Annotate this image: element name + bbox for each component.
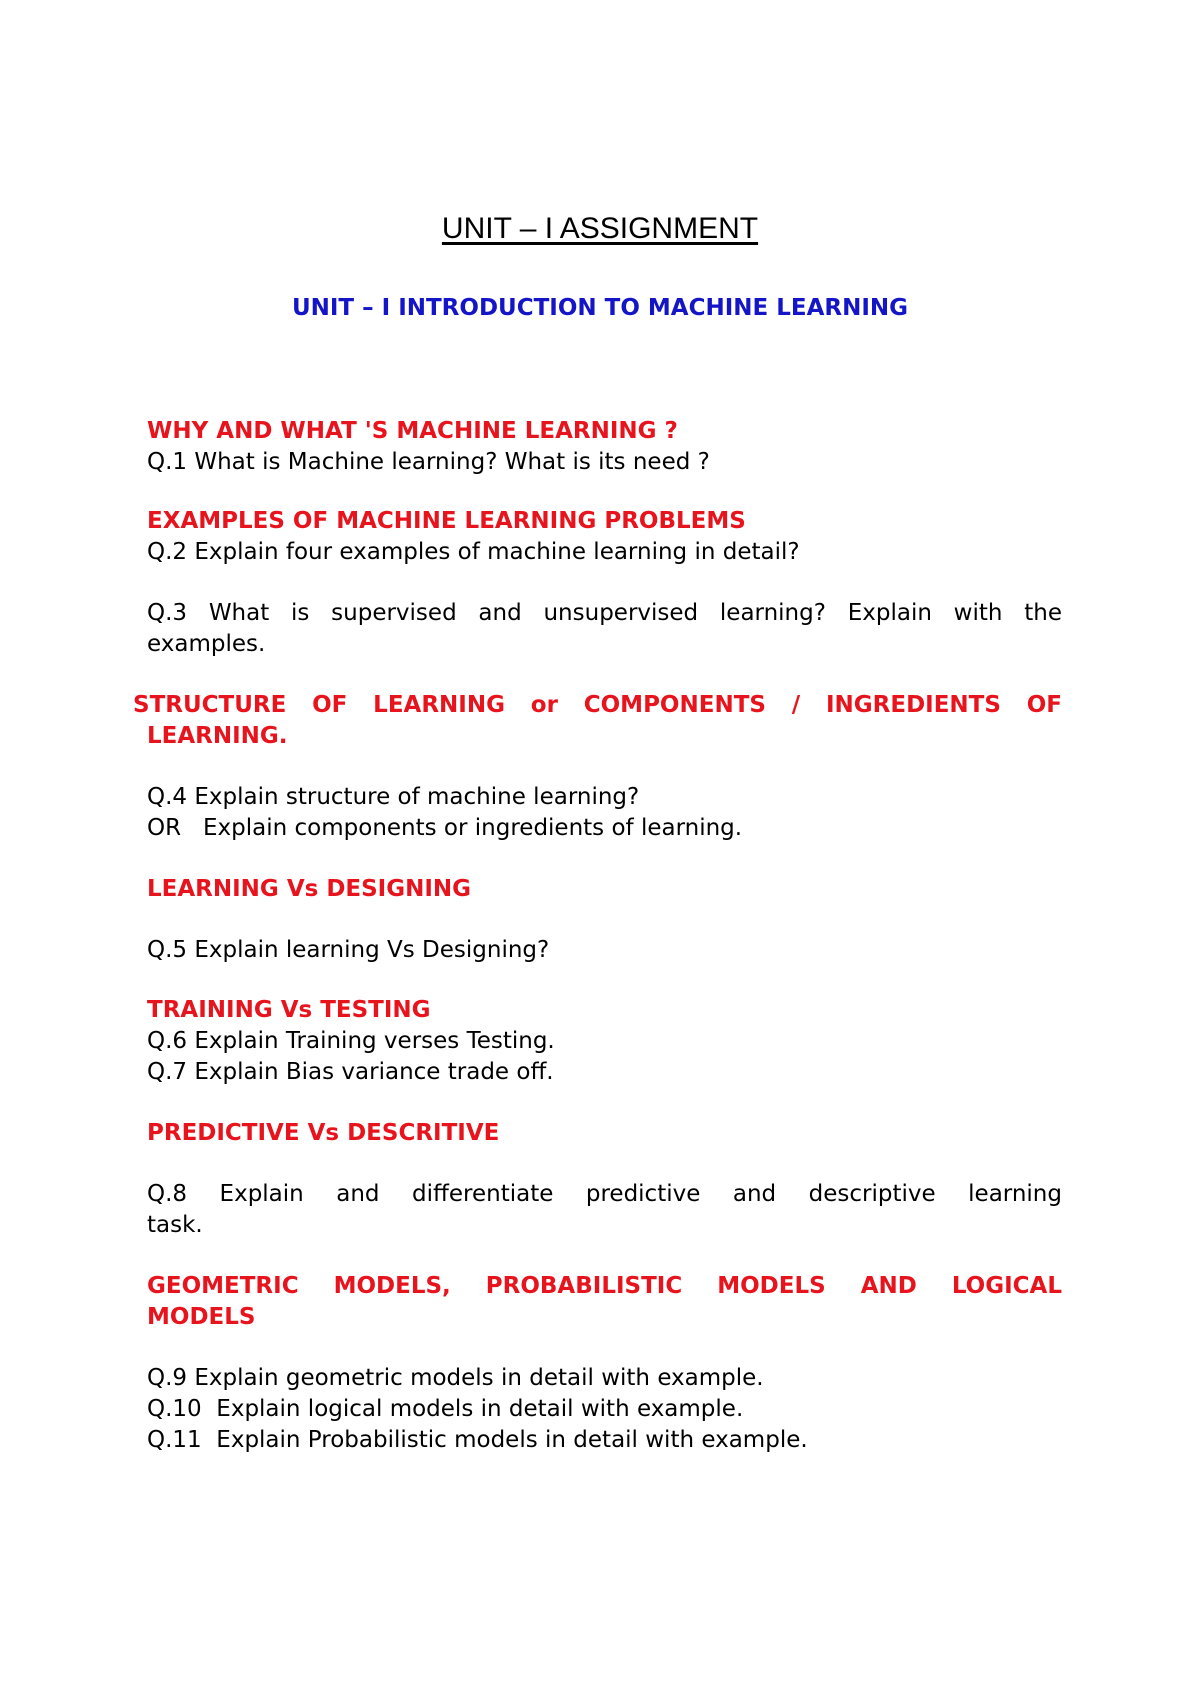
section-heading-learning-vs-designing: LEARNING Vs DESIGNING [147, 876, 472, 902]
page-title: UNIT – I ASSIGNMENT [441, 212, 759, 245]
question-9: Q.9 Explain geometric models in detail with example. [147, 1365, 764, 1391]
question-7: Q.7 Explain Bias variance trade off. [147, 1059, 554, 1085]
section-heading-predictive-vs-descriptive: PREDICTIVE Vs DESCRITIVE [147, 1120, 500, 1146]
question-4: Q.4 Explain structure of machine learning? [147, 784, 640, 810]
section-heading-structure-line-2: LEARNING. [147, 723, 288, 749]
section-heading-models-line-1: GEOMETRIC MODELS, PROBABILISTIC MODELS AND LOGICAL [147, 1273, 1062, 1299]
question-3-line-2: examples. [147, 631, 266, 657]
question-1: Q.1 What is Machine learning? What is its need ? [147, 449, 710, 475]
section-heading-examples: EXAMPLES OF MACHINE LEARNING PROBLEMS [147, 508, 746, 534]
section-heading-why-what: WHY AND WHAT 'S MACHINE LEARNING ? [147, 418, 678, 444]
question-8-line-2: task. [147, 1212, 203, 1238]
question-5: Q.5 Explain learning Vs Designing? [147, 937, 550, 963]
section-heading-training-vs-testing: TRAINING Vs TESTING [147, 997, 431, 1023]
unit-subtitle: UNIT – I INTRODUCTION TO MACHINE LEARNING [291, 295, 909, 321]
question-2: Q.2 Explain four examples of machine learning in detail? [147, 539, 800, 565]
section-heading-models-line-2: MODELS [147, 1304, 256, 1330]
question-11: Q.11 Explain Probabilistic models in detail with example. [147, 1427, 808, 1453]
question-6: Q.6 Explain Training verses Testing. [147, 1028, 555, 1054]
section-heading-structure-line-1: STRUCTURE OF LEARNING or COMPONENTS / INGREDIENTS OF [133, 692, 1062, 718]
question-4-alternative: OR Explain components or ingredients of learning. [147, 815, 743, 841]
question-3-line-1: Q.3 What is supervised and unsupervised learning? Explain with the [147, 600, 1062, 626]
question-10: Q.10 Explain logical models in detail with example. [147, 1396, 744, 1422]
question-8-line-1: Q.8 Explain and differentiate predictive and descriptive learning [147, 1181, 1062, 1207]
